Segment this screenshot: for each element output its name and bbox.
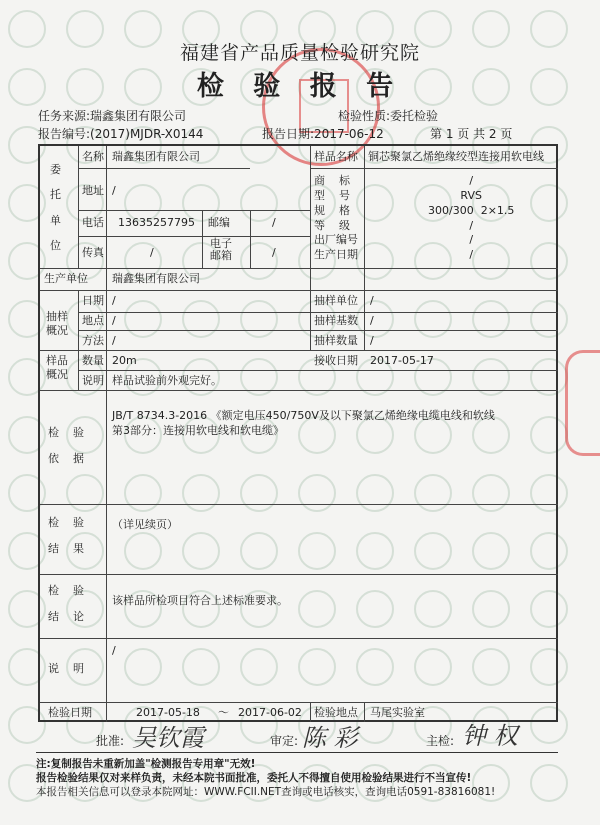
- sampling-method-value: /: [112, 334, 116, 347]
- inspection-type-value: 委托检验: [390, 109, 439, 123]
- institute-name: 福建省产品质量检验研究院: [179, 42, 420, 64]
- sample-qty-label: 数量: [82, 354, 104, 367]
- received-date-label: 接收日期: [314, 354, 358, 367]
- client-postcode-label: 邮编: [208, 216, 230, 229]
- client-email-label: 电子 邮箱: [210, 237, 232, 263]
- client-email-value: /: [272, 246, 276, 259]
- report-date-value: 2017-06-12: [314, 127, 384, 141]
- sampling-section-label: 抽样 概况: [46, 310, 68, 337]
- review-label: 审定:: [270, 734, 299, 748]
- basis-label: 检 验 依 据: [48, 426, 84, 466]
- client-section-label: 委 托 单 位: [50, 163, 61, 252]
- paging-seal-stamp: [565, 350, 600, 456]
- remarks-label: 说 明: [48, 662, 84, 675]
- report-number-label: 报告编号:: [38, 127, 91, 141]
- task-source: [38, 107, 186, 124]
- sampling-count-label: 抽样数量: [314, 334, 358, 347]
- test-signature: 钟 权: [462, 722, 518, 750]
- inspection-date-separator: ～: [218, 706, 229, 719]
- sampling-count-value: /: [370, 334, 374, 347]
- approve-label: 批准:: [96, 734, 125, 748]
- inspection-dates-label: 检验日期: [48, 706, 92, 719]
- remarks-text: /: [112, 644, 116, 657]
- client-phone-value: 13635257795: [118, 216, 195, 229]
- conclusion-text: 该样品所检项目符合上述标准要求。: [112, 594, 288, 607]
- sampling-date-value: /: [112, 294, 116, 307]
- footer-note-1: 注:复制报告未重新加盖"检测报告专用章"无效!: [36, 758, 256, 770]
- inspection-place-label: 检验地点: [314, 706, 358, 719]
- sampling-base-label: 抽样基数: [314, 314, 358, 327]
- client-phone-label: 电话: [82, 216, 104, 229]
- sample-name-value: 铜芯聚氯乙烯绝缘绞型连接用软电线: [368, 150, 544, 163]
- inspection-place-value: 马尾实验室: [370, 706, 425, 719]
- sampling-date-label: 日期: [82, 294, 104, 307]
- inspection-start-date: 2017-05-18: [136, 706, 200, 719]
- sample-desc-label: 说明: [82, 374, 104, 387]
- sample-desc-value: 样品试验前外观完好。: [112, 374, 222, 387]
- client-fax-label: 传真: [82, 246, 104, 259]
- footer-note-2: 报告检验结果仅对来样负责，未经本院书面批准，委托人不得擅自使用检验结果进行不当宣传!: [36, 772, 472, 784]
- result-label: 检 验 结 果: [48, 516, 84, 556]
- sample-status-section-label: 样品 概况: [46, 354, 68, 381]
- report-number: [38, 125, 203, 142]
- watermark-mark: [530, 764, 568, 802]
- task-source-value: 瑞鑫集团有限公司: [90, 109, 187, 123]
- sampling-place-value: /: [112, 314, 116, 327]
- approve-signature: 吴钦霞: [132, 724, 204, 752]
- client-postcode-value: /: [272, 216, 276, 229]
- task-source-label: 任务来源:: [38, 109, 91, 123]
- report-title: 检 验 报 告: [196, 71, 404, 102]
- client-name-value: 瑞鑫集团有限公司: [112, 150, 200, 163]
- test-label: 主检:: [426, 734, 455, 748]
- review-signature: 陈 彩: [302, 724, 358, 752]
- inspection-type-label: 检验性质:: [338, 109, 391, 123]
- client-address-value: /: [112, 184, 116, 197]
- sampling-method-label: 方法: [82, 334, 104, 347]
- sampling-place-label: 地点: [82, 314, 104, 327]
- page-indicator: 第 1 页 共 2 页: [430, 127, 513, 141]
- basis-text: JB/T 8734.3-2016 《额定电压450/750V及以下聚氯乙烯绝缘电缆电线和软线 第3部分：连接用软电线和软电缆》: [112, 409, 495, 438]
- client-fax-value: /: [150, 246, 154, 259]
- footer-note-3: 本报告相关信息可以登录本院网址：WWW.FCII.NET查询或电话核实，查询电话0591-83816081!: [36, 786, 496, 798]
- sampling-base-value: /: [370, 314, 374, 327]
- inspection-end-date: 2017-06-02: [238, 706, 302, 719]
- sample-name-label: 样品名称: [314, 150, 358, 163]
- sampling-unit-label: 抽样单位: [314, 294, 358, 307]
- sample-qty-value: 20m: [112, 354, 137, 367]
- inspection-type: [338, 107, 438, 124]
- report-date-label: 报告日期:: [262, 127, 315, 141]
- report-date: [262, 125, 384, 142]
- result-text: （详见续页）: [112, 518, 178, 531]
- report-number-value: (2017)MJDR-X0144: [90, 127, 204, 141]
- sample-info-values: / RVS 300/300 2×1.5 / / /: [428, 174, 515, 262]
- conclusion-label: 检 验 结 论: [48, 584, 84, 624]
- received-date-value: 2017-05-17: [370, 354, 434, 367]
- sampling-unit-value: /: [370, 294, 374, 307]
- producer-label: 生产单位: [44, 272, 88, 285]
- producer-value: 瑞鑫集团有限公司: [112, 272, 200, 285]
- report-table: [38, 144, 558, 722]
- client-address-label: 地址: [82, 184, 104, 197]
- client-name-label: 名称: [82, 150, 104, 163]
- sample-info-labels: 商 标 型 号 规 格 等 级 出厂编号 生产日期: [314, 174, 358, 262]
